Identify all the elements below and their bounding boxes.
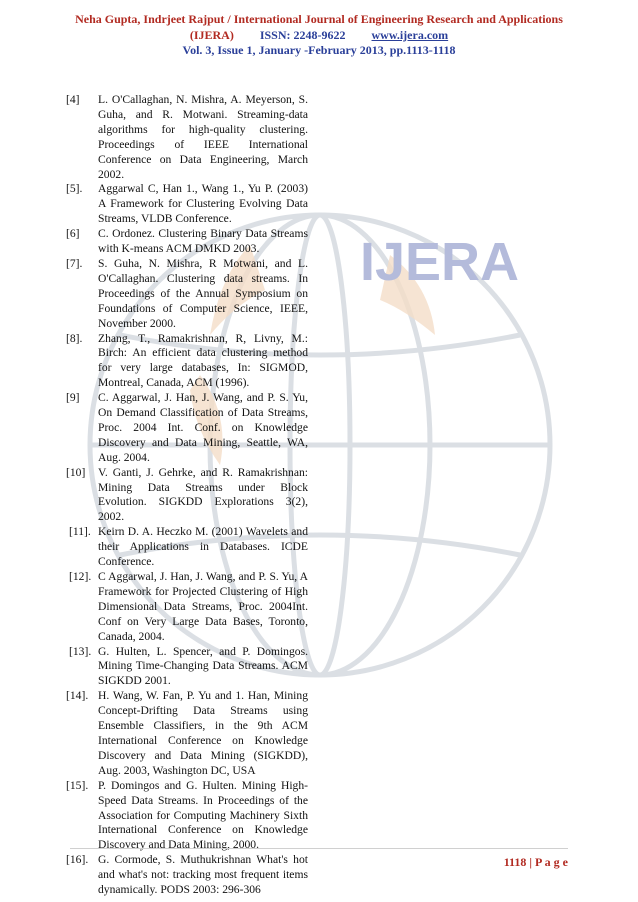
reference-number: [10] [66,465,86,479]
reference-text: S. Guha, N. Mishra, R Motwani, and L. O'Callaghan. Clustering data streams. In Proceedings of the Annual Symposium on Foundations of Computer Science, IEEE, November 2000. [98,256,308,330]
reference-text: Zhang, T., Ramakrishnan, R, Livny, M.: Birch: An efficient data clustering method for very large databases, In: SIGMOD, Montreal, Canada, ACM (1996). [98,331,308,390]
header-journal-line [40,28,598,44]
reference-text: V. Ganti, J. Gehrke, and R. Ramakrishnan: Mining Data Streams under Block Evolution. SIGKDD Explorations 3(2), 2002. [98,465,308,524]
reference-number: [11]. [69,525,91,539]
reference-number: [5]. [66,182,83,196]
journal-website-link[interactable]: www.ijera.com [371,27,449,42]
reference-text: G. Cormode, S. Muthukrishnan What's hot and what's not: tracking most frequent items dynamically. PODS 2003: 296-306 [98,853,308,897]
reference-text: L. O'Callaghan, N. Mishra, A. Meyerson, S. Guha, and R. Motwani. Streaming-data algorithms for high-quality clustering. Proceedings of IEEE International Conference on Data Engineering, March 2002. [98,93,308,181]
reference-item [66,645,308,690]
reference-text: Keirn D. A. Heczko M. (2001) Wavelets and their Applications in Databases. ICDE Conference. [98,525,308,569]
reference-item [66,525,308,570]
reference-text: P. Domingos and G. Hulten. Mining High-Speed Data Streams. In Proceedings of the Association for Computing Machinery Sixth International Conference on Knowledge Discovery and Data Mining, 2000. [98,778,308,852]
reference-item [66,570,308,645]
reference-number: [8]. [66,331,83,345]
reference-text: H. Wang, W. Fan, P. Yu and 1. Han, Mining Concept-Drifting Data Streams using Ensemble Classifiers, in the 9th ACM International Conference on Knowledge Discovery and Data Mining (SIGKDD), Aug. 2003, Washington DC, USA [98,689,308,777]
reference-item [66,391,308,466]
reference-number: [14]. [66,689,89,703]
reference-item [66,257,308,332]
footer-divider [70,848,568,849]
reference-number: [15]. [66,778,89,792]
reference-text: G. Hulten, L. Spencer, and P. Domingos. Mining Time-Changing Data Streams. ACM SIGKDD 2001. [98,644,308,688]
reference-text: C. Ordonez. Clustering Binary Data Streams with K-means ACM DMKD 2003. [98,227,308,256]
reference-item [66,779,308,854]
reference-item [66,853,308,898]
reference-number: [12]. [69,570,92,583]
header-volume-issue: Vol. 3, Issue 1, January -February 2013, pp.1113-1118 [182,43,456,57]
reference-item [66,332,308,392]
reference-number: [7]. [66,256,83,270]
reference-list [66,93,308,898]
reference-number: [16]. [66,853,89,867]
running-header [40,12,598,59]
reference-number: [4] [66,93,80,106]
reference-number: [6] [66,227,80,241]
reference-text: C Aggarwal, J. Han, J. Wang, and P. S. Yu, A Framework for Projected Clustering of High Dimensional Data Streams, Proc. 2004Int. Conf on Very Large Data Bases, Toronto, Canada, 2004. [98,570,308,643]
reference-item [66,93,308,182]
reference-text: Aggarwal C, Han 1., Wang 1., Yu P. (2003) A Framework for Clustering Evolving Data Streams, VLDB Conference. [98,182,308,226]
journal-abbreviation: (IJERA) [189,27,234,42]
reference-item [66,227,308,257]
watermark-text: IJERA [360,232,520,292]
reference-item [66,689,308,778]
reference-text: C. Aggarwal, J. Han, J. Wang, and P. S. Yu, On Demand Classification of Data Streams, Proc. 2004 Int. Conf. on Knowledge Discovery and Data Mining, Seattle, WA, Aug. 2004. [98,391,308,464]
issn: ISSN: 2248-9622 [259,27,346,42]
page-number: 1118 | P a g e [503,855,568,869]
reference-item [66,182,308,227]
header-authors-journal: Neha Gupta, Indrjeet Rajput / International Journal of Engineering Research and Applications [75,12,563,26]
reference-number: [9] [66,391,80,405]
reference-item [66,466,308,526]
reference-number: [13]. [69,644,92,658]
